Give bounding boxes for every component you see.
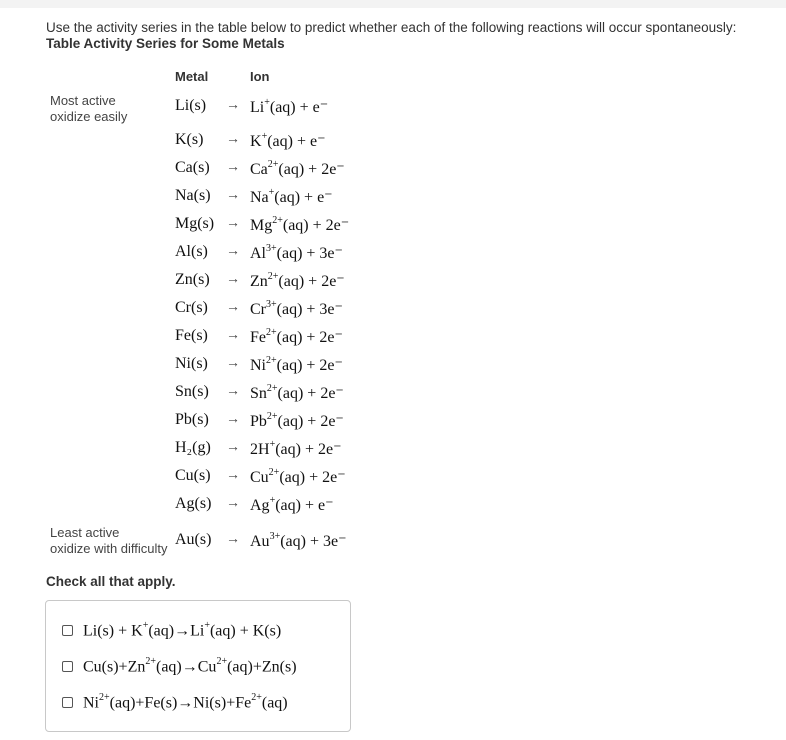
metal-cell: Sn(s) xyxy=(175,383,209,400)
ion-cell: K+(aq) + e⁻ xyxy=(250,130,326,150)
ion-cell: $Zn^{2+}(aq) + 2e^-$ xyxy=(250,270,345,290)
metal-cell: K(s) xyxy=(175,131,204,148)
reaction-arrow: → xyxy=(226,384,240,399)
column-header-ion: Ion xyxy=(250,69,270,84)
ion-cell: Li+(aq) + e⁻ xyxy=(250,96,329,116)
metal-cell: Al(s) xyxy=(175,243,208,260)
metal-cell: Fe(s) xyxy=(175,327,208,344)
ion-cell: $Fe^{2+}(aq) + 2e^-$ xyxy=(250,326,343,346)
reaction-arrow: → xyxy=(226,98,240,113)
ion-cell: $Sn^{2+}(aq) + 2e^-$ xyxy=(250,382,344,402)
answer-option-3[interactable] xyxy=(62,693,288,712)
reaction-arrow: → xyxy=(226,440,240,455)
reaction-arrow: → xyxy=(226,272,240,287)
check-all-label: Check all that apply. xyxy=(46,574,176,589)
ion-cell: $Au^{3+}(aq) + 3e^-$ xyxy=(250,530,347,550)
reaction-arrow: → xyxy=(226,244,240,259)
metal-cell: Cu(s) xyxy=(175,467,211,484)
answer-options-box xyxy=(45,600,351,732)
checkbox[interactable] xyxy=(62,625,73,636)
metal-cell: Ni(s) xyxy=(175,355,208,372)
metal-cell: Mg(s) xyxy=(175,215,215,232)
reaction-arrow: → xyxy=(226,160,240,175)
answer-option-1[interactable] xyxy=(62,621,281,640)
reaction-arrow: → xyxy=(226,496,240,511)
option-text: Li(s) + K+(aq)→Li+(aq) + K(s) xyxy=(83,620,282,640)
least-active-line2: oxidize with difficulty xyxy=(50,541,168,556)
ion-cell: $Ca^{2+}(aq) + 2e^-$ xyxy=(250,158,345,178)
least-active-label xyxy=(50,525,168,557)
reaction-arrow: → xyxy=(226,328,240,343)
least-active-line1: Least active xyxy=(50,525,120,540)
option-text: $Cu(s)+Zn^{2+}(aq)\to Cu^{2+}(aq)+Zn(s)$ xyxy=(83,656,297,676)
answer-option-2[interactable] xyxy=(62,657,297,676)
metal-cell: Ca(s) xyxy=(175,159,210,176)
ion-cell: $Cu^{2+}(aq) + 2e^-$ xyxy=(250,466,346,486)
most-active-label xyxy=(50,93,127,125)
reaction-arrow: → xyxy=(226,300,240,315)
metal-cell: Ag(s) xyxy=(175,495,212,512)
ion-cell: Ag+(aq) + e⁻ xyxy=(250,494,334,514)
ion-cell: $Mg^{2+}(aq) + 2e^-$ xyxy=(250,214,350,234)
ion-cell: Na+(aq) + e⁻ xyxy=(250,186,333,206)
table-title: Table Activity Series for Some Metals xyxy=(46,36,285,51)
ion-cell: $Ni^{2+}(aq) + 2e^-$ xyxy=(250,354,343,374)
metal-cell: Zn(s) xyxy=(175,271,210,288)
top-bar xyxy=(0,0,786,8)
reaction-arrow: → xyxy=(226,468,240,483)
column-header-metal: Metal xyxy=(175,69,209,84)
question-intro: Use the activity series in the table below to predict whether each of the following reactions will occur spontaneously: xyxy=(46,20,737,35)
checkbox[interactable] xyxy=(62,697,73,708)
metal-cell: Li(s) xyxy=(175,97,207,114)
metal-cell: Na(s) xyxy=(175,187,211,204)
checkbox[interactable] xyxy=(62,661,73,672)
reaction-arrow: → xyxy=(226,132,240,147)
metal-cell: Au(s) xyxy=(175,531,212,548)
reaction-arrow: → xyxy=(226,188,240,203)
ion-cell: $Al^{3+}(aq) + 3e^-$ xyxy=(250,242,343,262)
metal-cell: Cr(s) xyxy=(175,299,208,316)
reaction-arrow: → xyxy=(226,412,240,427)
reaction-arrow: → xyxy=(226,532,240,547)
metal-cell: Pb(s) xyxy=(175,411,209,428)
ion-cell: $Cr^{3+}(aq) + 3e^-$ xyxy=(250,298,343,318)
reaction-arrow: → xyxy=(226,216,240,231)
option-text: $Ni^{2+}(aq)+Fe(s)\to Ni(s)+Fe^{2+}(aq)$ xyxy=(83,692,288,712)
reaction-arrow: → xyxy=(226,356,240,371)
most-active-line2: oxidize easily xyxy=(50,109,128,124)
metal-cell: H₂(g) xyxy=(175,439,211,456)
ion-cell: 2H+(aq) + 2e⁻ xyxy=(250,438,342,458)
most-active-line1: Most active xyxy=(50,93,116,108)
ion-cell: $Pb^{2+}(aq) + 2e^-$ xyxy=(250,410,344,430)
